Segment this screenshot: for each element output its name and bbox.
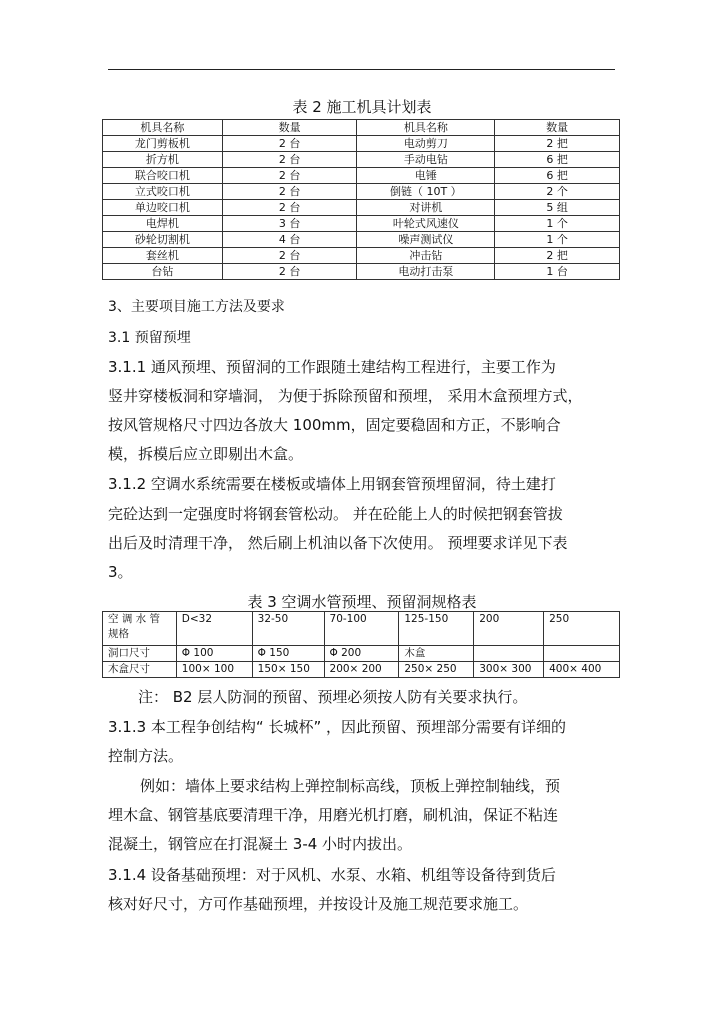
table-cell: 2 个 xyxy=(495,184,620,200)
table-cell: 200× 200 xyxy=(324,662,399,678)
table-cell: 1 台 xyxy=(495,264,620,280)
table-cell: 200 xyxy=(474,612,544,646)
equipment-table xyxy=(102,119,620,280)
table-cell: 冲击钻 xyxy=(357,248,495,264)
subsection-heading: 3.1 预留预埋 xyxy=(108,330,191,346)
table-cell: 木盒 xyxy=(399,646,474,662)
table-row xyxy=(103,216,620,232)
table-cell: D<32 xyxy=(176,612,252,646)
table-row xyxy=(103,168,620,184)
table-row xyxy=(103,248,620,264)
table-cell: 套丝机 xyxy=(103,248,223,264)
paragraph-line: 出后及时清理干净， 然后刷上机油以备下次使用。 预埋要求详见下表 xyxy=(108,534,568,552)
table-cell: 2 台 xyxy=(222,248,357,264)
table3-caption: 表 3 空调水管预埋、预留洞规格表 xyxy=(247,593,477,611)
table-cell: 100× 100 xyxy=(176,662,252,678)
paragraph-line: 3.1.1 通风预埋、预留洞的工作跟随土建结构工程进行，主要工作为 xyxy=(108,358,556,376)
paragraph-line: 3。 xyxy=(108,563,133,581)
table-cell: 6 把 xyxy=(495,168,620,184)
paragraph-line: 控制方法。 xyxy=(108,747,184,765)
table-cell xyxy=(474,646,544,662)
table-cell: 倒链（ 10T ） xyxy=(357,184,495,200)
table-cell: 32-50 xyxy=(252,612,324,646)
table-cell: 1 个 xyxy=(495,216,620,232)
table-cell: 2 台 xyxy=(222,152,357,168)
table-row xyxy=(103,152,620,168)
table-cell: 电动剪刀 xyxy=(357,136,495,152)
spec-label: 空 调 水 管 xyxy=(108,613,161,625)
table-cell: Φ 100 xyxy=(176,646,252,662)
table-row xyxy=(103,264,620,280)
table-cell: 1 个 xyxy=(495,232,620,248)
table-cell: 250× 250 xyxy=(399,662,474,678)
table-cell: 台钻 xyxy=(103,264,223,280)
table-cell: 150× 150 xyxy=(252,662,324,678)
table-cell: 砂轮切割机 xyxy=(103,232,223,248)
table-cell: Φ 150 xyxy=(252,646,324,662)
table-cell: 洞口尺寸 xyxy=(103,646,177,662)
pipe-spec-table xyxy=(102,611,620,678)
spec-label-cont: 规格 xyxy=(108,628,129,640)
table-cell: 2 台 xyxy=(222,136,357,152)
table-cell: Φ 200 xyxy=(324,646,399,662)
table-cell: 对讲机 xyxy=(357,200,495,216)
table-row xyxy=(103,136,620,152)
table-row xyxy=(103,184,620,200)
table-cell: 2 台 xyxy=(222,264,357,280)
paragraph-line: 模，拆模后应立即剔出木盒。 xyxy=(108,445,304,463)
paragraph-line: 按风管规格尺寸四边各放大 100mm，固定要稳固和方正，不影响合 xyxy=(108,416,561,434)
paragraph-line: 3.1.4 设备基础预埋：对于风机、水泵、水箱、机组等设备待到货后 xyxy=(108,866,556,884)
table-row xyxy=(103,232,620,248)
table-header-row xyxy=(103,120,620,136)
table-cell: 400× 400 xyxy=(544,662,620,678)
paragraph-line: 3.1.2 空调水系统需要在楼板或墙体上用钢套管预埋留洞，待土建打 xyxy=(108,475,556,493)
table-cell: 3 台 xyxy=(222,216,357,232)
header-rule xyxy=(108,69,615,70)
table-cell: 6 把 xyxy=(495,152,620,168)
table-cell xyxy=(544,646,620,662)
paragraph-line: 3.1.3 本工程争创结构“ 长城杯” ，因此预留、预埋部分需要有详细的 xyxy=(108,718,567,736)
table-cell: 电焊机 xyxy=(103,216,223,232)
table-cell: 2 台 xyxy=(222,184,357,200)
table-cell: 2 把 xyxy=(495,136,620,152)
table-cell: 70-100 xyxy=(324,612,399,646)
table-cell: 2 台 xyxy=(222,200,357,216)
table-cell: 手动电钻 xyxy=(357,152,495,168)
table-cell: 木盒尺寸 xyxy=(103,662,177,678)
table-cell: 250 xyxy=(544,612,620,646)
table-cell: 立式咬口机 xyxy=(103,184,223,200)
header-cell: 数量 xyxy=(495,120,620,136)
paragraph-line: 完砼达到一定强度时将钢套管松动。 并在砼能上人的时候把钢套管拔 xyxy=(108,505,563,523)
header-cell: 机具名称 xyxy=(357,120,495,136)
section-heading: 3、主要项目施工方法及要求 xyxy=(108,299,285,315)
paragraph-line: 核对好尺寸，方可作基础预埋，并按设计及施工规范要求施工。 xyxy=(108,895,529,913)
table-cell: 电锤 xyxy=(357,168,495,184)
paragraph-line: 例如：墙体上要求结构上弹控制标高线，顶板上弹控制轴线，预 xyxy=(140,777,561,795)
table-row xyxy=(103,200,620,216)
table-cell: 5 组 xyxy=(495,200,620,216)
table-cell: 叶轮式风速仪 xyxy=(357,216,495,232)
table-cell: 龙门剪板机 xyxy=(103,136,223,152)
paragraph-line: 竖井穿楼板洞和穿墙洞， 为便于拆除预留和预埋， 采用木盒预埋方式， xyxy=(108,387,583,405)
table-cell: 2 台 xyxy=(222,168,357,184)
table-cell: 2 把 xyxy=(495,248,620,264)
table-cell: 4 台 xyxy=(222,232,357,248)
table-cell: 300× 300 xyxy=(474,662,544,678)
table-row xyxy=(103,646,620,662)
paragraph-line: 混凝土，钢管应在打混凝土 3-4 小时内拔出。 xyxy=(108,835,413,853)
table-cell xyxy=(103,612,177,646)
table2-caption: 表 2 施工机具计划表 xyxy=(292,98,432,116)
table-cell: 电动打击泵 xyxy=(357,264,495,280)
table-cell: 联合咬口机 xyxy=(103,168,223,184)
header-cell: 数量 xyxy=(222,120,357,136)
table-row xyxy=(103,662,620,678)
table-cell: 噪声测试仪 xyxy=(357,232,495,248)
table-cell: 125-150 xyxy=(399,612,474,646)
table-cell: 单边咬口机 xyxy=(103,200,223,216)
paragraph-line: 埋木盒、钢管基底要清理干净，用磨光机打磨，刷机油，保证不粘连 xyxy=(108,806,559,824)
table-cell: 折方机 xyxy=(103,152,223,168)
note: 注： B2 层人防洞的预留、预埋必须按人防有关要求执行。 xyxy=(138,688,528,706)
table-row xyxy=(103,612,620,646)
header-cell: 机具名称 xyxy=(103,120,223,136)
